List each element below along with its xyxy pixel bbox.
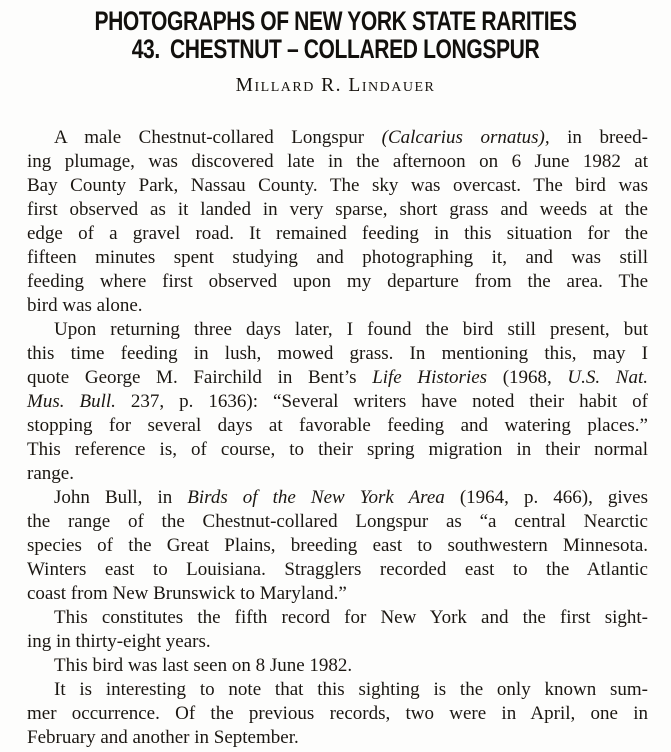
paragraph — [27, 486, 648, 606]
text-line — [27, 678, 648, 702]
text-run: fifteen minutes spent studying and photographing it, and was still — [27, 247, 648, 268]
text-run: A male Chestnut-collared Longspur — [54, 127, 382, 148]
italic-text-run: Birds of the New York Area — [187, 487, 445, 508]
text-run: feeding where first observed upon my departure from the area. The — [27, 271, 648, 292]
article-body — [27, 126, 648, 750]
text-run: range. — [27, 463, 74, 484]
paragraph — [27, 126, 648, 318]
text-line — [27, 438, 648, 462]
text-line — [27, 198, 648, 222]
text-run: (1964, p. 466), gives — [444, 487, 648, 508]
text-run: mer occurrence. Of the previous records, two were in April, one in — [27, 703, 648, 724]
text-run: February and another in September. — [27, 727, 299, 748]
text-run: This bird was last seen on 8 June 1982. — [54, 655, 353, 676]
text-run: Upon returning three days later, I found the bird still present, but — [54, 319, 648, 340]
text-run: in breed- — [549, 127, 648, 148]
text-line — [27, 558, 648, 582]
text-line — [27, 294, 648, 318]
text-run: stopping for several days at favorable feeding and watering places.” — [27, 415, 648, 436]
text-line — [27, 366, 648, 390]
italic-text-run: Life Histories — [372, 367, 488, 388]
text-line — [27, 414, 648, 438]
text-line — [27, 150, 648, 174]
text-line — [27, 606, 648, 630]
article-title-line-1: PHOTOGRAPHS OF NEW YORK STATE RARITIES — [94, 6, 577, 36]
italic-text-run: (Calcarius ornatus), — [381, 127, 550, 148]
text-line — [27, 342, 648, 366]
paragraph — [27, 318, 648, 486]
text-line — [27, 318, 648, 342]
text-run: This reference is, of course, to their spring migration in their normal — [27, 439, 648, 460]
text-run: It is interesting to note that this sighting is the only known sum- — [54, 679, 648, 700]
text-run: John Bull, in — [54, 487, 188, 508]
text-line — [27, 390, 648, 414]
italic-text-run: U.S. Nat. — [567, 367, 648, 388]
paragraph — [27, 678, 648, 750]
text-line — [27, 654, 648, 678]
text-line — [27, 174, 648, 198]
text-line — [27, 534, 648, 558]
text-run: ing in thirty-eight years. — [27, 631, 211, 652]
text-run: Bay County Park, Nassau County. The sky was overcast. The bird was — [27, 175, 648, 196]
text-run: (1968, — [487, 367, 568, 388]
text-line — [27, 702, 648, 726]
article-title — [0, 7, 671, 63]
text-run: coast from New Brunswick to Maryland.” — [27, 583, 347, 604]
author-byline: Millard R. Lindauer — [235, 75, 436, 96]
text-line — [27, 726, 648, 750]
paragraph — [27, 654, 648, 678]
article-title-line-2: 43. CHESTNUT – COLLARED LONGSPUR — [131, 34, 540, 64]
text-run: edge of a gravel road. It remained feeding in this situation for the — [27, 223, 648, 244]
text-run: ing plumage, was discovered late in the afternoon on 6 June 1982 at — [27, 151, 648, 172]
text-run: This constitutes the fifth record for New York and the first sight- — [54, 607, 648, 628]
text-run: this time feeding in lush, mowed grass. In mentioning this, may I — [27, 343, 648, 364]
text-run: first observed as it landed in very sparse, short grass and weeds at the — [27, 199, 648, 220]
text-line — [27, 510, 648, 534]
text-line — [27, 270, 648, 294]
text-run: the range of the Chestnut-collared Longspur as “a central Nearctic — [27, 511, 648, 532]
text-run: bird was alone. — [27, 295, 143, 316]
text-line — [27, 630, 648, 654]
text-line — [27, 486, 648, 510]
text-run: 237, p. 1636): “Several writers have noted their habit of — [115, 391, 648, 412]
text-run: quote George M. Fairchild in Bent’s — [27, 367, 373, 388]
text-run: species of the Great Plains, breeding east to southwestern Minnesota. — [27, 535, 648, 556]
paragraph — [27, 606, 648, 654]
text-line — [27, 582, 648, 606]
italic-text-run: Mus. Bull. — [27, 391, 116, 412]
text-line — [27, 462, 648, 486]
text-line — [27, 246, 648, 270]
text-run: Winters east to Louisiana. Stragglers recorded east to the Atlantic — [27, 559, 648, 580]
text-line — [27, 126, 648, 150]
text-line — [27, 222, 648, 246]
